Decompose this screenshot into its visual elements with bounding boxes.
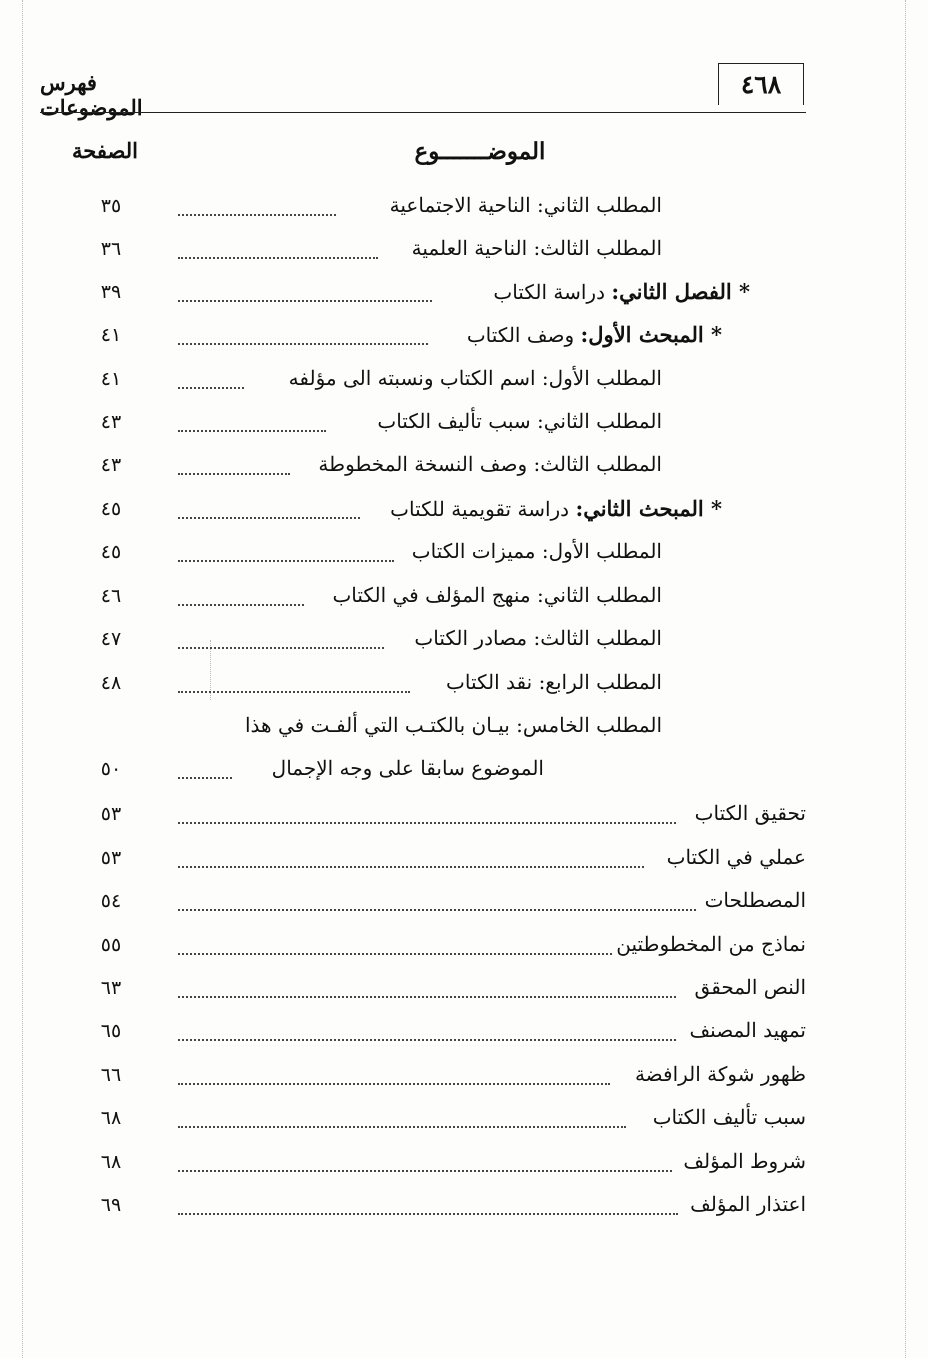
toc-page-number: ٤٨ — [100, 672, 122, 694]
toc-entry — [0, 403, 928, 446]
toc-entry-label: شروط المؤلف — [683, 1149, 806, 1173]
toc-entry-label: المطلب الثاني: الناحية الاجتماعية — [389, 193, 662, 217]
toc-entry — [0, 795, 928, 838]
page-number: ٤٦٨ — [718, 63, 804, 105]
toc-entry — [0, 1186, 928, 1229]
toc-page-number: ٤٣ — [100, 411, 122, 433]
toc-entry-text: وصف الكتاب — [466, 323, 581, 347]
leader-dots — [178, 517, 360, 519]
column-heading-page: الصفحة — [72, 138, 138, 163]
toc-entry — [0, 882, 928, 925]
leader-dots — [178, 300, 432, 302]
toc-page-number: ٦٨ — [100, 1151, 122, 1173]
toc-entry — [0, 490, 928, 533]
toc-entry-label: الموضوع سابقا على وجه الإجمال — [271, 756, 544, 780]
toc-entry-label: تحقيق الكتاب — [694, 801, 806, 825]
leader-dots — [178, 1039, 676, 1041]
leader-dots — [178, 257, 378, 259]
toc-page-number: ٤٧ — [100, 628, 122, 650]
toc-entry-label — [390, 496, 722, 521]
toc-entry-label: النص المحقق — [694, 975, 806, 999]
toc-entry — [0, 1012, 928, 1055]
toc-entry — [0, 969, 928, 1012]
toc-entry — [0, 360, 928, 403]
toc-entry-label: المصطلحات — [704, 888, 806, 912]
toc-page-number: ٥٠ — [100, 758, 122, 780]
toc-entry — [0, 230, 928, 273]
leader-dots — [178, 1083, 610, 1085]
column-heading-topic: الموضـــــــوع — [414, 138, 546, 165]
toc-page-number: ٦٩ — [100, 1194, 122, 1216]
toc-entry — [0, 926, 928, 969]
toc-page-number: ٤٥ — [100, 498, 122, 520]
leader-dots — [178, 1170, 672, 1172]
toc-entry-label — [467, 322, 722, 347]
leader-dots — [178, 866, 644, 868]
toc-entry-label: المطلب الثاني: سبب تأليف الكتاب — [377, 409, 662, 433]
toc-entry — [0, 839, 928, 882]
leader-dots — [178, 430, 326, 432]
leader-dots — [178, 214, 336, 216]
toc-entry-text: دراسة تقويمية للكتاب — [390, 497, 576, 521]
toc-entry — [0, 1143, 928, 1186]
toc-entry — [0, 1056, 928, 1099]
toc-entry-label: سبب تأليف الكتاب — [652, 1105, 806, 1129]
toc-entry-text: دراسة الكتاب — [493, 280, 612, 304]
toc-entry-label: عملي في الكتاب — [666, 845, 806, 869]
toc-entry — [0, 620, 928, 663]
toc-entry — [0, 750, 928, 793]
toc-entry — [0, 187, 928, 230]
leader-dots — [178, 777, 232, 779]
leader-dots — [178, 647, 384, 649]
toc-page-number: ٤١ — [100, 324, 122, 346]
leader-dots — [178, 473, 290, 475]
toc-page-number: ٦٥ — [100, 1020, 122, 1042]
leader-dots — [178, 953, 612, 955]
toc-entry-label: اعتذار المؤلف — [690, 1192, 806, 1216]
toc-entry-label: المطلب الأول: اسم الكتاب ونسبته الى مؤلفه — [288, 366, 662, 390]
toc-page-number: ٣٦ — [100, 238, 122, 260]
leader-dots — [178, 1126, 626, 1128]
toc-page-number: ٦٨ — [100, 1107, 122, 1129]
leader-dots — [178, 691, 410, 693]
toc-entry-label: المطلب الرابع: نقد الكتاب — [446, 670, 662, 694]
toc-entry — [0, 1099, 928, 1142]
toc-entry — [0, 533, 928, 576]
toc-entry-label: المطلب الثالث: مصادر الكتاب — [414, 626, 662, 650]
toc-page-number: ٦٦ — [100, 1064, 122, 1086]
toc-page-number: ٥٣ — [100, 803, 122, 825]
toc-entry — [0, 446, 928, 489]
toc-entry-label: المطلب الأول: مميزات الكتاب — [411, 539, 662, 563]
toc-entry-label: المطلب الثالث: الناحية العلمية — [411, 236, 662, 260]
toc-entry-label: نماذج من المخطوطتين — [616, 932, 806, 956]
running-title: فهرس الموضوعات — [40, 70, 143, 120]
toc-page-number: ٤١ — [100, 368, 122, 390]
leader-dots — [178, 560, 394, 562]
leader-dots — [178, 996, 676, 998]
toc-entry-label: المطلب الخامس: بيـان بالكتـب التي ألفـت في هذا — [244, 713, 662, 737]
toc-page-number: ٤٦ — [100, 585, 122, 607]
toc-entry — [0, 577, 928, 620]
leader-dots — [178, 387, 244, 389]
toc-entry-label: المطلب الثالث: وصف النسخة المخطوطة — [318, 452, 662, 476]
toc-entry-label: المطلب الثاني: منهج المؤلف في الكتاب — [332, 583, 662, 607]
toc-entry — [0, 273, 928, 316]
section-heading: * المبحث الأول: — [580, 322, 722, 347]
toc-entry — [0, 316, 928, 359]
toc-entry-label: ظهور شوكة الرافضة — [634, 1062, 806, 1086]
chapter-heading: * الفصل الثاني: — [611, 279, 750, 304]
toc-page-number: ٦٣ — [100, 977, 122, 999]
toc-entry-label — [493, 279, 750, 304]
leader-dots — [178, 909, 696, 911]
toc-page-number: ٥٣ — [100, 847, 122, 869]
header-rule — [40, 112, 806, 113]
leader-dots — [178, 1213, 678, 1215]
toc-page-number: ٣٩ — [100, 281, 122, 303]
leader-dots — [178, 343, 428, 345]
section-heading: * المبحث الثاني: — [575, 496, 722, 521]
toc-page-number: ٣٥ — [100, 195, 122, 217]
toc-entry — [0, 664, 928, 707]
toc-page-number: ٥٤ — [100, 890, 122, 912]
leader-dots — [178, 822, 676, 824]
toc-page-number: ٥٥ — [100, 934, 122, 956]
leader-dots — [178, 604, 304, 606]
toc-page-number: ٤٣ — [100, 454, 122, 476]
toc-page-number: ٤٥ — [100, 541, 122, 563]
toc-entry-label: تمهيد المصنف — [689, 1018, 806, 1042]
toc-entry — [0, 707, 928, 750]
